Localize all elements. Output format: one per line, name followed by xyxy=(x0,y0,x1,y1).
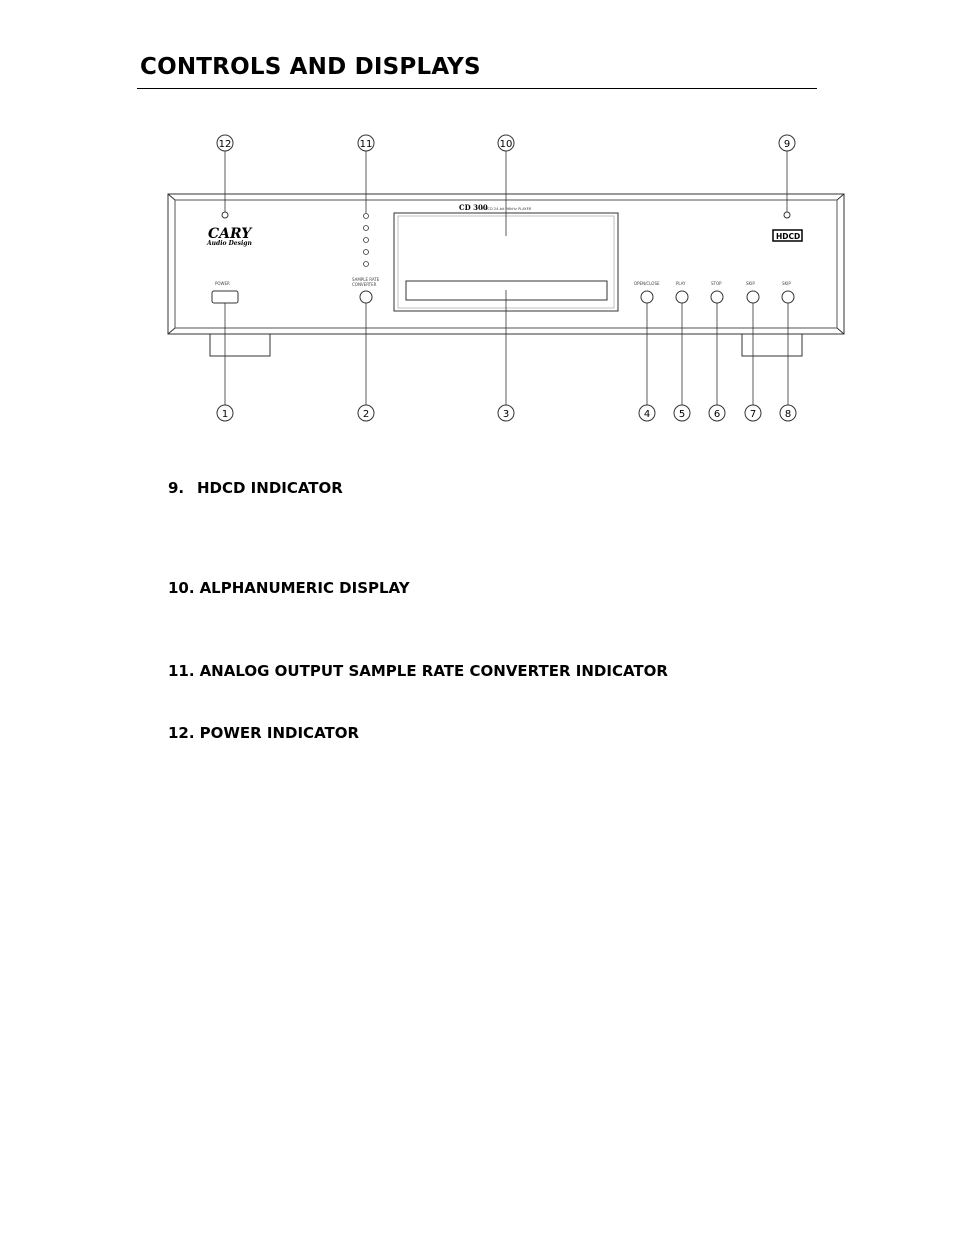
callout-3: 3 xyxy=(502,409,510,420)
section-number: 12. xyxy=(168,724,195,742)
callout-10: 10 xyxy=(499,139,513,150)
skip-back-label: SKIP xyxy=(746,281,755,286)
page-title: CONTROLS AND DISPLAYS xyxy=(140,54,481,80)
callout-5: 5 xyxy=(678,409,686,420)
callout-9: 9 xyxy=(783,139,791,150)
model-name: CD 300 xyxy=(459,203,488,212)
section-number: 11. xyxy=(168,662,195,680)
callout-2: 2 xyxy=(362,409,370,420)
section-heading-sample-rate-converter xyxy=(168,662,668,680)
play-button[interactable] xyxy=(676,291,688,303)
callouts-bottom xyxy=(217,405,796,421)
model-subtitle: HDCD 24-bit 96kHz PLAYER xyxy=(482,207,532,211)
callout-1: 1 xyxy=(221,409,229,420)
callout-7: 7 xyxy=(749,409,757,420)
section-heading-hdcd-indicator xyxy=(168,479,343,497)
sample-rate-leds xyxy=(364,214,369,267)
title-rule xyxy=(137,88,817,89)
left-foot xyxy=(210,334,270,356)
sample-rate-button[interactable] xyxy=(360,291,372,303)
open-close-label: OPEN/CLOSE xyxy=(634,281,660,286)
power-label: POWER xyxy=(215,281,230,286)
callout-6: 6 xyxy=(713,409,721,420)
section-number: 9. xyxy=(168,479,185,497)
section-title: POWER INDICATOR xyxy=(199,724,360,742)
callout-11: 11 xyxy=(359,139,373,150)
front-panel-figure xyxy=(160,128,860,428)
src-label: SAMPLE RATE xyxy=(352,277,380,282)
section-heading-alphanumeric-display xyxy=(168,579,410,597)
callout-12: 12 xyxy=(218,139,232,150)
src-led xyxy=(364,238,369,243)
power-indicator-led xyxy=(222,212,228,218)
skip-forward-button[interactable] xyxy=(782,291,794,303)
skip-forward-label: SKIP xyxy=(782,281,791,286)
src-led xyxy=(364,262,369,267)
section-title: HDCD INDICATOR xyxy=(197,479,343,497)
brand-logo: CARY xyxy=(208,226,252,242)
alphanumeric-display xyxy=(406,281,607,300)
callout-4: 4 xyxy=(643,409,651,420)
section-number: 10. xyxy=(168,579,195,597)
stop-button[interactable] xyxy=(711,291,723,303)
open-close-button[interactable] xyxy=(641,291,653,303)
stop-label: STOP xyxy=(711,281,722,286)
callouts-top xyxy=(217,135,795,151)
hdcd-indicator-led xyxy=(784,212,790,218)
leader-lines xyxy=(225,151,788,405)
front-panel-diagram xyxy=(160,128,860,428)
src-led xyxy=(364,226,369,231)
right-foot xyxy=(742,334,802,356)
hdcd-badge: HDCD xyxy=(776,232,801,241)
power-button[interactable] xyxy=(212,291,238,303)
brand-logo-subtitle: Audio Design xyxy=(207,240,252,247)
skip-back-button[interactable] xyxy=(747,291,759,303)
src-label-2: CONVERTER xyxy=(352,282,377,287)
src-led xyxy=(364,250,369,255)
section-title: ANALOG OUTPUT SAMPLE RATE CONVERTER INDICATOR xyxy=(199,662,668,680)
section-title: ALPHANUMERIC DISPLAY xyxy=(199,579,410,597)
callout-8: 8 xyxy=(784,409,792,420)
play-label: PLAY xyxy=(676,281,686,286)
src-led xyxy=(364,214,369,219)
section-heading-power-indicator xyxy=(168,724,359,742)
